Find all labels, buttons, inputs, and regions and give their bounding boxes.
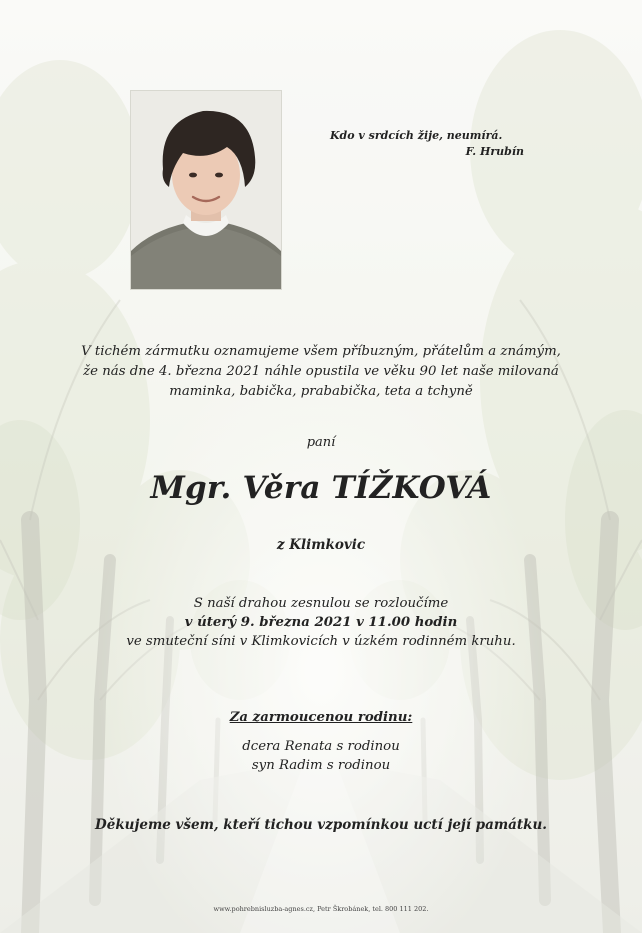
motto (330, 128, 530, 160)
honorific: paní (306, 435, 336, 450)
announcement-line: maminka, babička, prababička, teta a tchyně (169, 384, 473, 399)
farewell-line: S naší drahou zesnulou se rozloučíme (193, 596, 449, 611)
motto-author: F. Hrubín (465, 145, 524, 158)
deceased-name: Mgr. Věra TÍŽKOVÁ (150, 470, 492, 506)
farewell-details (0, 594, 642, 651)
funeral-service-footer: www.pohrebnisluzba-agnes.cz, Petr Škrobánek, tel. 800 111 202. (213, 905, 429, 913)
family-member: syn Radim s rodinou (251, 758, 391, 773)
origin: z Klimkovic (276, 537, 366, 553)
farewell-date: v úterý 9. března 2021 v 11.00 hodin (184, 615, 458, 630)
portrait-illustration (131, 91, 281, 289)
announcement (0, 342, 642, 402)
farewell-place: ve smuteční síni v Klimkovicích v úzkém rodinném kruhu. (126, 634, 516, 649)
announcement-line: že nás dne 4. března 2021 náhle opustila ve věku 90 let naše milovaná (83, 364, 559, 379)
thanks-line: Děkujeme všem, kteří tichou vzpomínkou uctí její památku. (95, 817, 547, 833)
announcement-line: V tichém zármutku oznamujeme všem příbuzným, přátelům a známým, (81, 344, 561, 359)
motto-quote: Kdo v srdcích žije, neumírá. (330, 129, 503, 142)
family-member: dcera Renata s rodinou (242, 739, 400, 754)
family-heading: Za zarmoucenou rodinu: (229, 710, 413, 725)
family-members (0, 737, 642, 775)
portrait-photo (131, 91, 281, 289)
